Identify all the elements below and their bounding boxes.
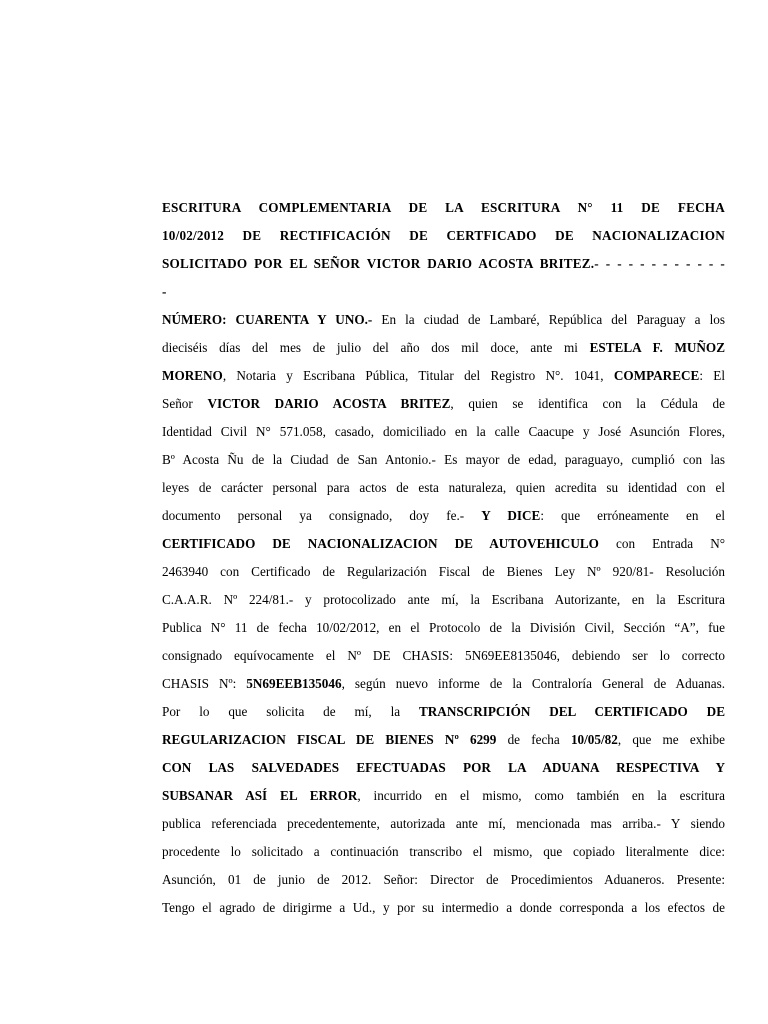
bold-text: VICTOR DARIO ACOSTA BRITEZ — [207, 396, 451, 411]
bold-text: 5N69EEB135046 — [246, 676, 342, 691]
bold-text: SUBSANAR ASÍ EL ERROR — [162, 788, 358, 803]
title-line-2: 10/02/2012 DE RECTIFICACIÓN DE CERTFICADO DE NACIONALIZACION — [162, 228, 725, 243]
body-text: Tengo el agrado de dirigirme a Ud., y por su intermedio a donde corresponda a los efectos de — [162, 900, 725, 915]
body-text: , quien se identifica con la Cédula de — [450, 396, 725, 411]
body-text: Publica N° 11 de fecha 10/02/2012, en el Protocolo de la División Civil, Sección “A”, fue — [162, 620, 725, 635]
body-text: publica referenciada precedentemente, autorizada ante mí, mencionada mas arriba.- Y siendo — [162, 816, 725, 831]
body-line — [162, 894, 725, 922]
body-line — [162, 782, 725, 810]
body-line — [162, 530, 725, 558]
body-line — [162, 838, 725, 866]
body-text: dieciséis días del mes de julio del año dos mil doce, ante mi — [162, 340, 590, 355]
body-line — [162, 642, 725, 670]
body-text: documento personal ya consignado, doy fe.- — [162, 508, 482, 523]
title-line-1: ESCRITURA COMPLEMENTARIA DE LA ESCRITURA N° 11 DE FECHA — [162, 200, 725, 215]
body-text: , que me exhibe — [617, 732, 725, 747]
body-text: procedente lo solicitado a continuación transcribo el mismo, que copiado literalmente dice: — [162, 844, 725, 859]
body-text: 2463940 con Certificado de Regularización Fiscal de Bienes Ley Nº 920/81- Resolución — [162, 564, 725, 579]
body-line — [162, 726, 725, 754]
body-line — [162, 502, 725, 530]
bold-text: Y DICE — [481, 508, 541, 523]
bold-text: ESTELA F. MUÑOZ — [589, 340, 725, 355]
bold-text: MORENO — [162, 368, 223, 383]
body-text: , según nuevo informe de la Contraloría General de Aduanas. — [341, 676, 725, 691]
body-line — [162, 586, 725, 614]
title-line-3: SOLICITADO POR EL SEÑOR VICTOR DARIO ACOSTA BRITEZ.- - - - - - - - - - - - — [162, 256, 725, 271]
body-text: consignado equívocamente el Nº DE CHASIS: 5N69EE8135046, debiendo ser lo correcto — [162, 648, 725, 663]
body-text: : El — [699, 368, 725, 383]
bold-text: REGULARIZACION FISCAL DE BIENES Nº 6299 — [162, 732, 497, 747]
body-line — [162, 614, 725, 642]
bold-text: NÚMERO: CUARENTA Y UNO.- — [162, 312, 373, 327]
body-text: Señor — [162, 396, 208, 411]
body-text: Bº Acosta Ñu de la Ciudad de San Antonio.- Es mayor de edad, paraguayo, cumplió con las — [162, 452, 725, 467]
body-line — [162, 418, 725, 446]
body-text: : que erróneamente en el — [540, 508, 725, 523]
body-text: Por lo que solicita de mí, la — [162, 704, 419, 719]
bold-text: 10/05/82 — [570, 732, 618, 747]
body-text: C.A.A.R. Nº 224/81.- y protocolizado ante mí, la Escribana Autorizante, en la Escritura — [162, 592, 725, 607]
bold-text: CON LAS SALVEDADES EFECTUADAS POR LA ADUANA RESPECTIVA Y — [162, 760, 725, 775]
body-line — [162, 866, 725, 894]
body-line — [162, 390, 725, 418]
body-line — [162, 810, 725, 838]
document-body — [162, 306, 725, 922]
body-line — [162, 334, 725, 362]
body-line — [162, 362, 725, 390]
body-line — [162, 670, 725, 698]
body-text: En la ciudad de Lambaré, República del Paraguay a los — [372, 312, 725, 327]
body-text: CHASIS Nº: — [162, 676, 247, 691]
body-line — [162, 754, 725, 782]
bold-text: TRANSCRIPCIÓN DEL CERTIFICADO DE — [418, 704, 725, 719]
bold-text: COMPARECE — [613, 368, 700, 383]
body-line — [162, 698, 725, 726]
body-text: de fecha — [496, 732, 571, 747]
body-text: leyes de carácter personal para actos de esta naturaleza, quien acredita su identidad con el — [162, 480, 725, 495]
body-text: Identidad Civil N° 571.058, casado, domiciliado en la calle Caacupe y José Asunción Flores, — [162, 424, 725, 439]
body-text: , incurrido en el mismo, como también en la escritura — [357, 788, 725, 803]
body-text: con Entrada N° — [598, 536, 725, 551]
body-text: Asunción, 01 de junio de 2012. Señor: Director de Procedimientos Aduaneros. Presente: — [162, 872, 725, 887]
body-line — [162, 446, 725, 474]
title-line-4: - — [162, 284, 167, 299]
document-content — [162, 194, 725, 922]
body-line — [162, 474, 725, 502]
body-line — [162, 558, 725, 586]
body-text: , Notaria y Escribana Pública, Titular del Registro N°. 1041, — [222, 368, 614, 383]
body-line — [162, 306, 725, 334]
bold-text: CERTIFICADO DE NACIONALIZACION DE AUTOVEHICULO — [162, 536, 599, 551]
